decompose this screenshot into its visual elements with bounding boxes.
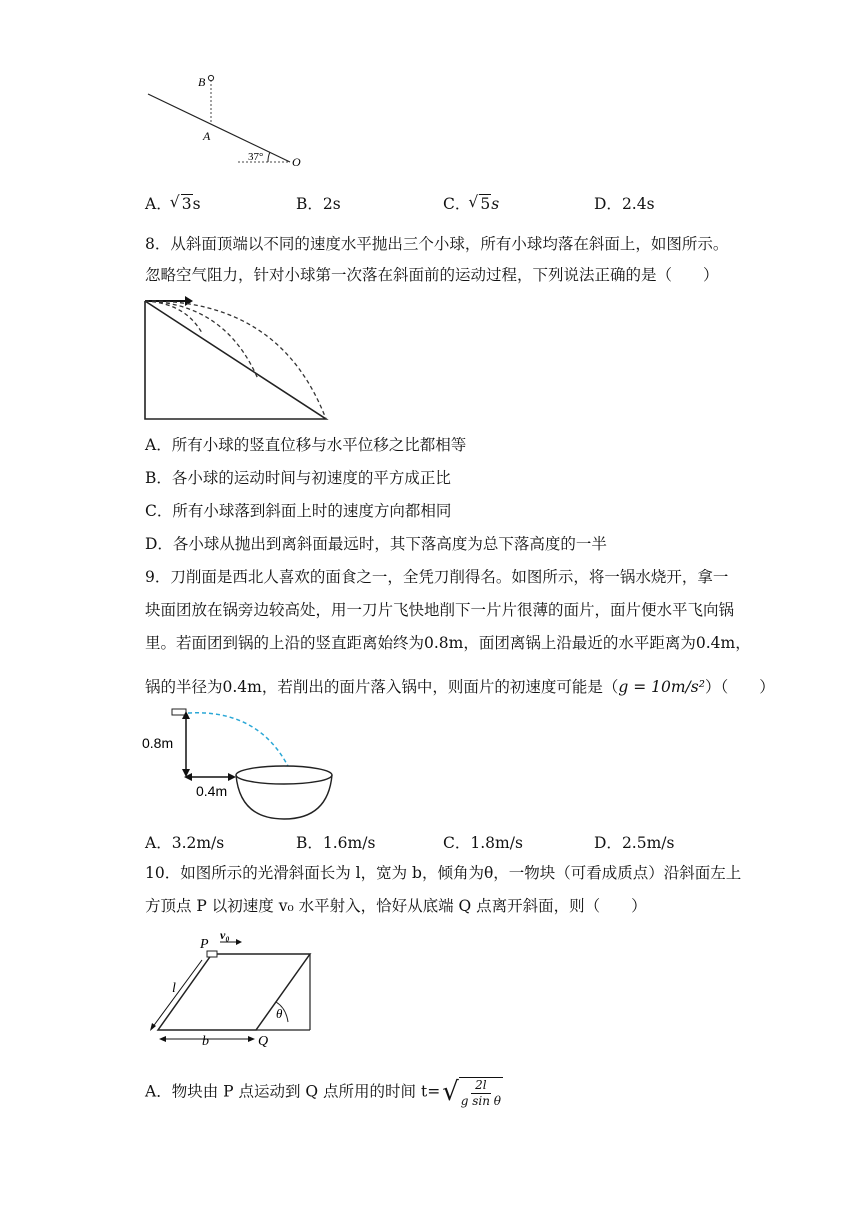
q9-stem-line2: 块面团放在锅旁边较高处，用一刀片飞快地削下一片片很薄的面片，面片便水平飞向锅 (145, 601, 735, 619)
q8-stem-line1: 8．从斜面顶端以不同的速度水平抛出三个小球，所有小球均落在斜面上，如图所示。 (145, 235, 729, 253)
label-B: B (198, 75, 206, 89)
q8-option-c: C．所有小球落到斜面上时的速度方向都相同 (145, 502, 452, 520)
q7-option-c: C．√ 5s (443, 192, 499, 214)
label-vertical-distance: 0.8m (142, 735, 174, 751)
q10-figure (140, 930, 325, 1050)
q10-option-a: A．物块由 P 点运动到 Q 点所用的时间 t=√ $\frac{2l}{\text{g sin θ}}$ (145, 1077, 502, 1108)
label-b: b (202, 1034, 209, 1049)
q8-stem-line2: 忽略空气阻力，针对小球第一次落在斜面前的运动过程，下列说法正确的是（ ） (145, 266, 719, 284)
q9-option-b: B．1.6m/s (296, 834, 376, 852)
q8-figure (140, 293, 335, 423)
q8-option-d: D．各小球从抛出到离斜面最远时，其下落高度为总下落高度的一半 (145, 535, 607, 553)
label-angle: 37° (248, 151, 264, 163)
q8-option-a: A．所有小球的竖直位移与水平位移之比都相等 (145, 436, 467, 454)
q10-stem-line2: 方顶点 P 以初速度 v₀ 水平射入，恰好从底端 Q 点离开斜面，则（ ） (145, 897, 647, 915)
q9-figure (140, 705, 350, 825)
q8-option-b: B．各小球的运动时间与初速度的平方成正比 (145, 469, 451, 487)
q9-option-a: A．3.2m/s (145, 834, 225, 852)
q9-stem-line1: 9．刀削面是西北人喜欢的面食之一，全凭刀削得名。如图所示，将一锅水烧开，拿一 (145, 568, 729, 586)
label-A: A (203, 129, 211, 143)
label-theta: θ (276, 1006, 283, 1021)
q7-option-a: A．√ 3s (145, 192, 201, 214)
q7-option-b: B．2s (296, 195, 341, 213)
label-v0: v₀ (220, 930, 230, 942)
q10-stem-line1: 10．如图所示的光滑斜面长为 l，宽为 b，倾角为θ，一物块（可看成质点）沿斜面左上 (145, 864, 742, 882)
q9-stem-line4: 锅的半径为0.4m，若削出的面片落入锅中，则面片的初速度可能是（g = 10m/s²）（ ） (145, 678, 775, 696)
q9-option-c: C．1.8m/s (443, 834, 523, 852)
q9-option-d: D．2.5m/s (594, 834, 675, 852)
label-P: P (200, 937, 209, 952)
q7-figure (140, 70, 310, 170)
q7-option-d: D．2.4s (594, 195, 655, 213)
label-l: l (172, 981, 176, 996)
label-Q: Q (258, 1034, 269, 1049)
q9-stem-line3: 里。若面团到锅的上沿的竖直距离始终为0.8m，面团离锅上沿最近的水平距离为0.4m， (145, 634, 751, 652)
label-O: O (292, 155, 301, 169)
label-horizontal-distance: 0.4m (196, 783, 228, 799)
